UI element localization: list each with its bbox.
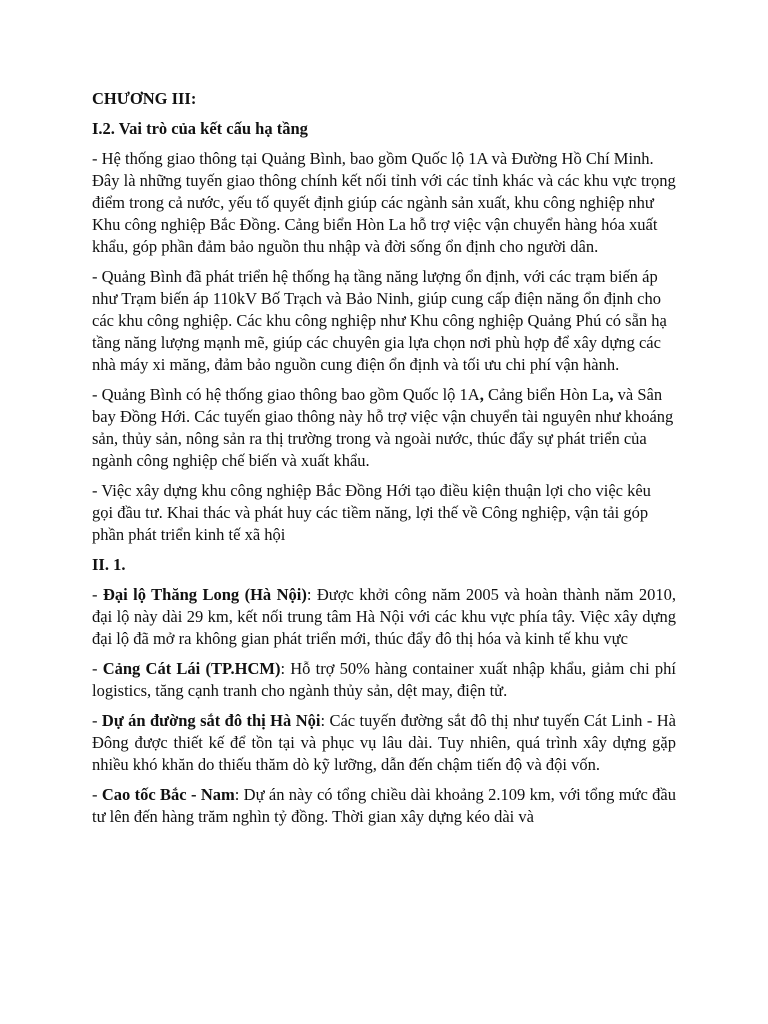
list-item-title: Cảng Cát Lái (TP.HCM): [102, 659, 281, 678]
list-item-dash: -: [92, 711, 102, 730]
paragraph-energy: - Quảng Bình đã phát triển hệ thống hạ tầng năng lượng ổn định, với các trạm biến áp như Trạm biến áp 110kV Bố Trạch và Bảo Ninh, giúp cung cấp điện năng ổn định cho các khu công nghiệp. Các khu công nghiệp như Khu công nghiệp Quảng Phú có sẵn hạ tầng năng lượng mạnh mẽ, giúp các chuyên gia lựa chọn nơi phù hợp để xây dựng các nhà máy xi măng, đảm bảo nguồn cung điện ổn định và tối ưu chi phí vận hành.: [92, 267, 667, 374]
list-item: [92, 710, 676, 776]
list-item-dash: -: [92, 585, 103, 604]
paragraph-industrial-zone: - Việc xây dựng khu công nghiệp Bắc Đồng Hới tạo điều kiện thuận lợi cho việc kêu gọi đầu tư. Khai thác và phát huy các tiềm năng, lợi thế về Công nghiệp, vận tải góp phần phát triển kinh tế xã hội: [92, 481, 651, 544]
section2-title: II. 1.: [92, 555, 126, 574]
list-item-dash: -: [92, 659, 103, 678]
document-page: [92, 88, 676, 836]
list-item: [92, 658, 676, 702]
paragraph-logistics-comma1: ,: [479, 385, 484, 404]
list-item-title: Đại lộ Thăng Long (Hà Nội): [102, 585, 307, 604]
list-item-title: Cao tốc Bắc - Nam: [101, 785, 235, 804]
paragraph-logistics: [92, 384, 676, 472]
list-item: [92, 584, 676, 650]
paragraph-logistics-part3: và Sân bay Đồng Hới. Các tuyến giao thông này hỗ trợ việc vận chuyển tài nguyên như khoáng sản, thủy sản, nông sản ra thị trường trong và ngoài nước, thúc đẩy sự phát triển của ngành công nghiệp chế biến và xuất khẩu.: [92, 385, 674, 470]
paragraph-logistics-part2: Cảng biển Hòn La: [483, 385, 610, 404]
list-item-title: Dự án đường sắt đô thị Hà Nội: [101, 711, 321, 730]
paragraph-logistics-comma2: ,: [609, 385, 614, 404]
list-item-text: : Hỗ trợ 50% hàng container xuất nhập khẩu, giảm chi phí logistics, tăng cạnh tranh cho ngành thủy sản, dệt may, điện tử.: [92, 659, 676, 700]
list-item: [92, 784, 676, 828]
paragraph-transport: - Hệ thống giao thông tại Quảng Bình, bao gồm Quốc lộ 1A và Đường Hồ Chí Minh. Đây là những tuyến giao thông chính kết nối tỉnh với các tỉnh khác và các khu vực trọng điểm trong cả nước, yếu tố quyết định giúp các ngành sản xuất, khu công nghiệp như Khu công nghiệp Bắc Đồng. Cảng biển Hòn La hỗ trợ việc vận chuyển hàng hóa xuất khẩu, góp phần đảm bảo nguồn thu nhập và đời sống ổn định cho người dân.: [92, 149, 676, 256]
list-item-dash: -: [92, 785, 102, 804]
list-item-text: : Các tuyến đường sắt đô thị như tuyến Cát Linh - Hà Đông được thiết kế để tồn tại và phục vụ lâu dài. Tuy nhiên, quá trình xây dựng gặp nhiều khó khăn do thiếu thăm dò kỹ lưỡng, dẫn đến chậm tiến độ và đội vốn.: [92, 711, 676, 774]
chapter-title: CHƯƠNG III:: [92, 89, 197, 108]
list-item-text: : Dự án này có tổng chiều dài khoảng 2.109 km, với tổng mức đầu tư lên đến hàng trăm nghìn tỷ đồng. Thời gian xây dựng kéo dài và: [92, 785, 677, 826]
paragraph-logistics-part1: - Quảng Bình có hệ thống giao thông bao gồm Quốc lộ 1A: [92, 385, 480, 404]
section-title: I.2. Vai trò của kết cấu hạ tầng: [92, 119, 308, 138]
list-item-text: : Được khởi công năm 2005 và hoàn thành năm 2010, đại lộ này dài 29 km, kết nối trung tâm Hà Nội với các khu vực phía tây. Việc xây dựng đại lộ đã mở ra không gian phát triển mới, thúc đẩy đô thị hóa và kinh tế khu vực: [92, 585, 676, 648]
